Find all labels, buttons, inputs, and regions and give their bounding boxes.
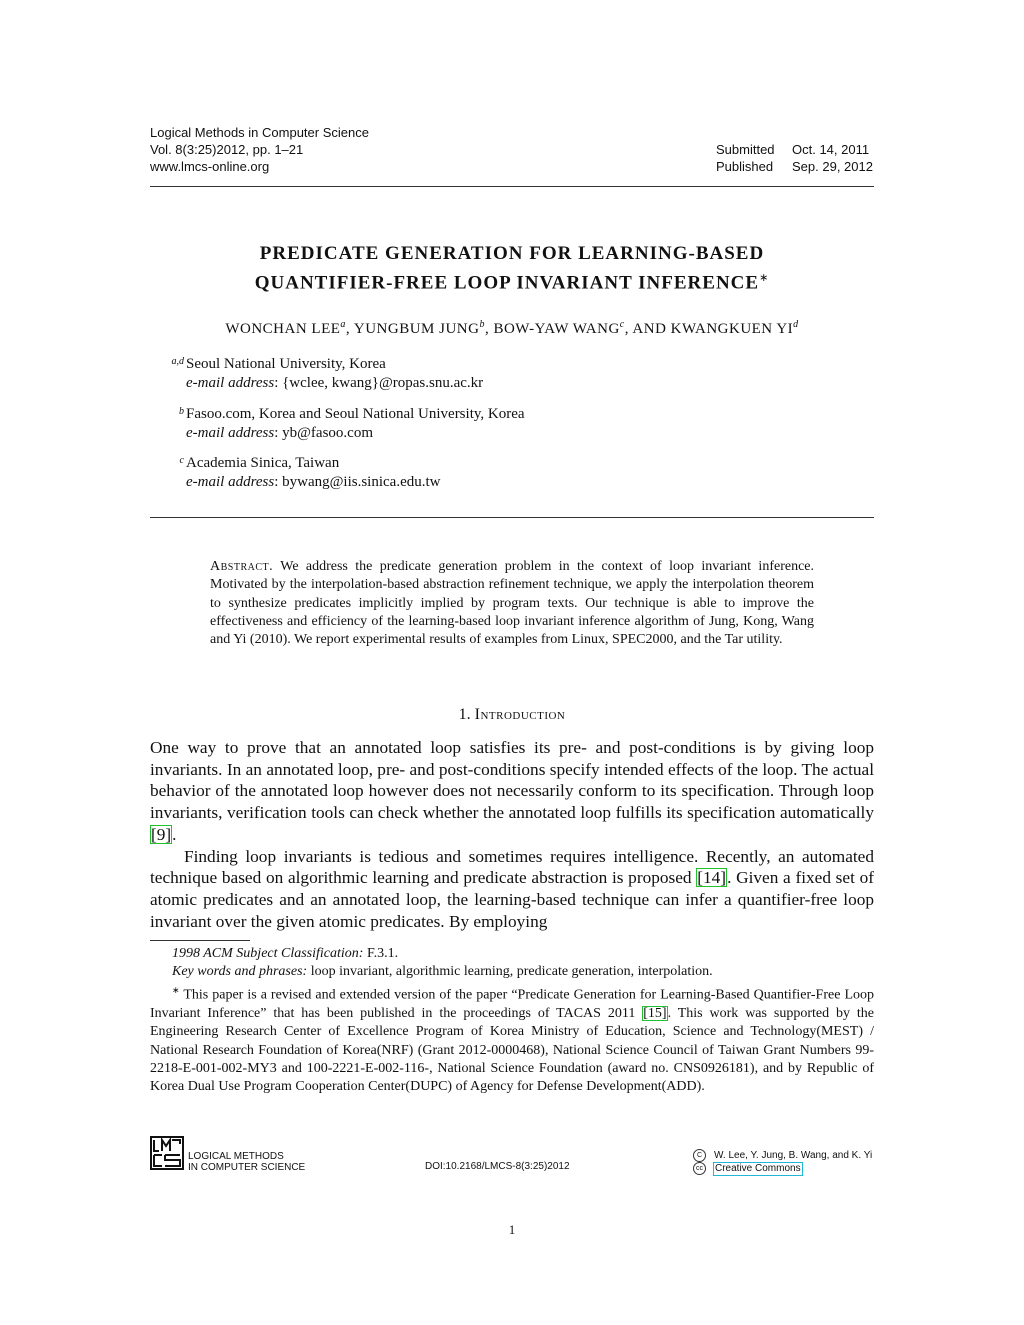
- author-list: [150, 319, 874, 338]
- email-label: e-mail address: [186, 474, 275, 490]
- paper-title: [150, 242, 874, 295]
- citation-link[interactable]: [9]: [151, 824, 172, 844]
- title-footnote-mark: ∗: [759, 272, 770, 284]
- journal-header: [150, 124, 369, 175]
- published-date: Sep. 29, 2012: [792, 159, 873, 174]
- affiliation-institution: Seoul National University, Korea: [186, 356, 386, 372]
- affiliation-divider: [150, 517, 874, 518]
- author-separator: ,: [484, 321, 494, 337]
- lmcs-logo-icon: [150, 1136, 184, 1170]
- keywords-value: loop invariant, algorithmic learning, predicate generation, interpolation.: [307, 964, 713, 980]
- keywords: [150, 963, 874, 981]
- affiliation-institution: Academia Sinica, Taiwan: [186, 455, 340, 471]
- funding-note: [150, 981, 874, 1096]
- body-text: [150, 737, 874, 932]
- doi[interactable]: DOI:10.2168/LMCS-8(3:25)2012: [425, 1161, 570, 1172]
- submitted-date: Oct. 14, 2011: [792, 142, 870, 157]
- header-divider: [150, 186, 874, 187]
- submitted-label: Submitted: [716, 142, 775, 157]
- footnotes: [150, 945, 874, 1096]
- affiliation-mark: c: [179, 455, 184, 466]
- journal-volume: Vol. 8(3:25)2012, pp. 1–21: [150, 142, 304, 157]
- footnote-divider: [150, 940, 250, 941]
- author-mark: b: [479, 319, 485, 330]
- email-label: e-mail address: [186, 425, 275, 441]
- affiliation: [160, 355, 483, 393]
- keywords-label: Key words and phrases:: [172, 964, 308, 980]
- affiliation-mark: b: [179, 406, 184, 417]
- acm-label: 1998 ACM Subject Classification:: [172, 946, 364, 961]
- copyright-holders: W. Lee, Y. Jung, B. Wang, and K. Yi: [714, 1149, 873, 1161]
- section-number: 1.: [458, 706, 471, 723]
- email-address[interactable]: : bywang@iis.sinica.edu.tw: [274, 474, 441, 490]
- section-title: Introduction: [474, 706, 566, 723]
- email-label: e-mail address: [186, 375, 275, 391]
- footnote-text: . This work was supported by the Engineering Research Center of Excellence Program of Korea Ministry of Education, Science and Technology(MEST) / National Research Foundation of Korea(NRF) (Grant 2012-0000468), National Science Council of Taiwan Grant Numbers 99-2218-E-001-002-MY3 and 100-2221-E-002-116-, National Science Foundation (award no. CNS0926181), and by Republic of Korea Dual Use Program Cooperation Center(DUPC) of Agency for Defense Development(ADD).: [150, 1006, 874, 1095]
- title-line-1: PREDICATE GENERATION FOR LEARNING-BASED: [259, 243, 765, 264]
- logo-text: [188, 1151, 305, 1173]
- abstract-label: Abstract.: [210, 559, 274, 574]
- author-name: BOW-YAW WANG: [493, 321, 620, 337]
- journal-name: Logical Methods in Computer Science: [150, 125, 369, 140]
- affiliation-mark: a,d: [171, 356, 184, 367]
- author-mark: c: [619, 319, 625, 330]
- author-separator: , AND: [624, 321, 671, 337]
- abstract: [210, 558, 814, 649]
- journal-website[interactable]: www.lmcs-online.org: [150, 159, 270, 174]
- title-line-2: QUANTIFIER-FREE LOOP INVARIANT INFERENCE: [254, 272, 760, 294]
- author-name: KWANGKUEN YI: [670, 321, 794, 337]
- email-address[interactable]: : yb@fasoo.com: [274, 425, 373, 441]
- citation-link[interactable]: [15]: [643, 1006, 667, 1022]
- affiliation: [160, 454, 440, 492]
- author-mark: a: [340, 319, 346, 330]
- section-heading: [150, 706, 874, 724]
- author-separator: ,: [345, 321, 354, 337]
- paragraph-text: .: [172, 824, 177, 844]
- footnote-mark: ∗: [172, 985, 180, 996]
- paragraph-text: Finding loop invariants is tedious and sometimes requires intelligence. Recently, an automated technique based on algorithmic learning and predicate abstraction is proposed: [150, 846, 874, 888]
- logo-line: IN COMPUTER SCIENCE: [188, 1162, 306, 1173]
- affiliation: [160, 405, 525, 443]
- paragraph-text: One way to prove that an annotated loop satisfies its pre- and post-conditions is by giving loop invariants. In an annotated loop, pre- and post-conditions specify intended effects of the loop. The actual behavior of the annotated loop however does not necessarily conform to its specification. Through loop invariants, verification tools can check whether the annotated loop fulfills its specification automatically: [150, 738, 874, 823]
- license-block: [693, 1149, 872, 1175]
- copyright-icon: C: [693, 1149, 706, 1162]
- published-label: Published: [716, 159, 774, 174]
- paragraph-text: . Given a fixed set of atomic predicates and an annotated loop, the learning-based technique can infer a quantifier-free loop invariant over the given atomic predicates. By employing: [150, 868, 874, 931]
- affiliation-institution: Fasoo.com, Korea and Seoul National University, Korea: [186, 406, 525, 422]
- email-address[interactable]: : {wclee, kwang}@ropas.snu.ac.kr: [274, 375, 484, 391]
- license-link[interactable]: Creative Commons: [715, 1162, 801, 1174]
- acm-classification: [150, 945, 874, 963]
- paragraph: [150, 737, 874, 846]
- footnote-text: This paper is a revised and extended version of the paper “Predicate Generation for Learning-Based Quantifier-Free Loop Invariant Inference” that has been published in the proceedings of TACAS 2011: [150, 988, 874, 1022]
- abstract-text: We address the predicate generation problem in the context of loop invariant inference. Motivated by the interpolation-based abstraction refinement technique, we apply the interpolation theorem to synthesize predicates implicitly implied by program texts. Our technique is able to improve the effectiveness and efficiency of the learning-based loop invariant inference algorithm of Jung, Kong, Wang and Yi (2010). We report experimental results of examples from Linux, SPEC2000, and the Tar utility.: [210, 559, 815, 648]
- creative-commons-icon: cc: [693, 1162, 706, 1175]
- publication-dates: [716, 141, 873, 175]
- author-name: YUNGBUM JUNG: [353, 321, 480, 337]
- page-number: 1: [508, 1222, 516, 1237]
- acm-value: F.3.1.: [363, 946, 399, 961]
- logo-line: LOGICAL METHODS: [188, 1151, 284, 1162]
- paragraph: [150, 846, 874, 933]
- author-mark: d: [793, 319, 799, 330]
- citation-link[interactable]: [14]: [697, 868, 727, 888]
- author-name: WONCHAN LEE: [225, 321, 341, 337]
